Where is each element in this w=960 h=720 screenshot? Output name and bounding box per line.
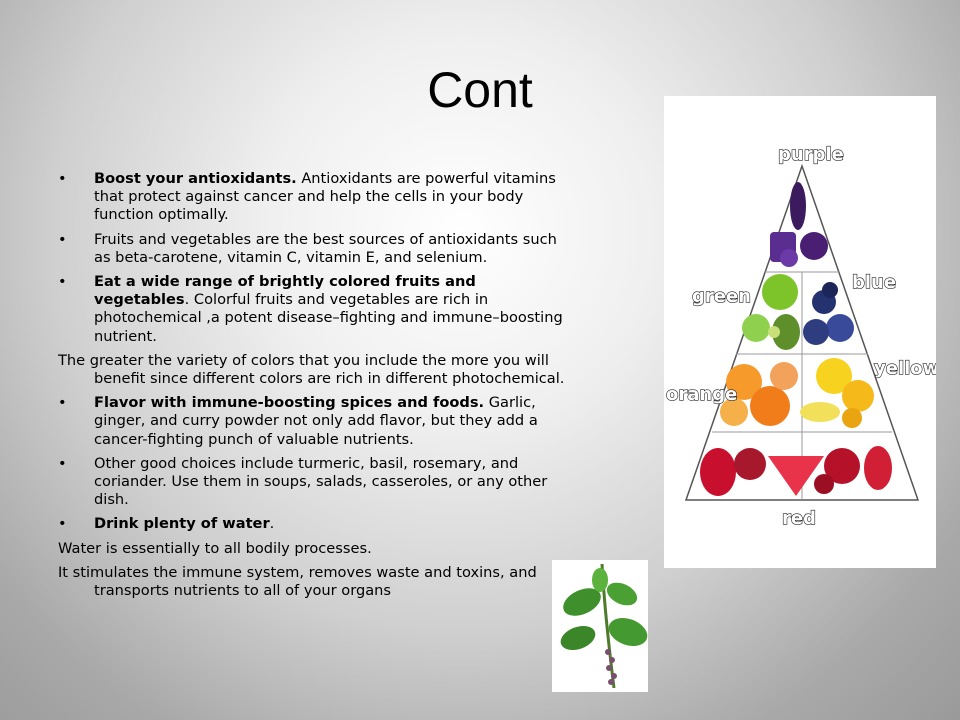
slide-title: Cont — [427, 62, 533, 118]
basil-image — [552, 560, 648, 692]
bullet-lead: Boost your antioxidants. — [94, 170, 297, 187]
paragraph-immune: It stimulates the immune system, removes waste and toxins, and transports nutrients to all of your organs — [58, 563, 537, 600]
bullet-text: Garlic, ginger, and curry powder not only add flavor, but they add a cancer-fighting punch of valuable nutrients. — [94, 394, 538, 448]
label-green: green — [692, 286, 751, 307]
label-purple: purple — [778, 144, 844, 165]
bullet-dot: • — [58, 273, 67, 291]
bullet-dot: • — [58, 230, 67, 248]
bullet-text: Fruits and vegetables are the best sources of antioxidants such as beta-carotene, vitamin C, vitamin E, and selenium. — [94, 230, 557, 266]
label-blue: blue — [852, 272, 897, 293]
fruit-pyramid-image — [664, 96, 936, 568]
bullet-text: Other good choices include turmeric, basil, rosemary, and coriander. Use them in soups, salads, casseroles, or any other dish. — [94, 454, 548, 509]
fruit-pyramid-illustration — [664, 96, 936, 568]
paragraph-variety: The greater the variety of colors that you include the more you will benefit since different colors are rich in different photochemical. — [58, 351, 565, 388]
label-orange: orange — [666, 384, 738, 405]
bullet-lead: Flavor with immune-boosting spices and foods. — [94, 394, 485, 412]
purple-fruits — [770, 182, 828, 267]
bullet-text: . Colorful fruits and vegetables are rich in photochemical ,a potent disease–fighting and immune–boosting nutrient. — [94, 291, 563, 345]
bullet-text: . — [269, 515, 275, 533]
label-yellow: yellow — [874, 358, 936, 379]
bullet-dot: • — [58, 454, 67, 472]
bullet-lead: Drink plenty of water — [94, 515, 270, 533]
bullet-dot: • — [58, 394, 67, 412]
bullet-sources — [58, 231, 570, 267]
bullet-lead: Eat a wide range of brightly colored fruits and vegetables — [94, 273, 476, 309]
bullet-text: Antioxidants are powerful vitamins that protect against cancer and help the cells in your body function optimally. — [94, 170, 556, 224]
slide-body — [58, 170, 570, 606]
bullet-dot: • — [58, 170, 67, 187]
paragraph-water-essential: Water is essentially to all bodily processes. — [58, 539, 372, 557]
bullet-other-choices — [58, 455, 570, 510]
bullet-antioxidants — [58, 170, 570, 225]
bullet-dot: • — [58, 515, 67, 533]
bullet-colors — [58, 273, 570, 346]
label-red: red — [782, 508, 816, 529]
bullet-water — [58, 515, 570, 533]
basil-illustration — [552, 560, 648, 692]
red-fruits — [700, 446, 892, 496]
bullet-spices — [58, 394, 570, 449]
yellow-fruits — [800, 358, 874, 428]
